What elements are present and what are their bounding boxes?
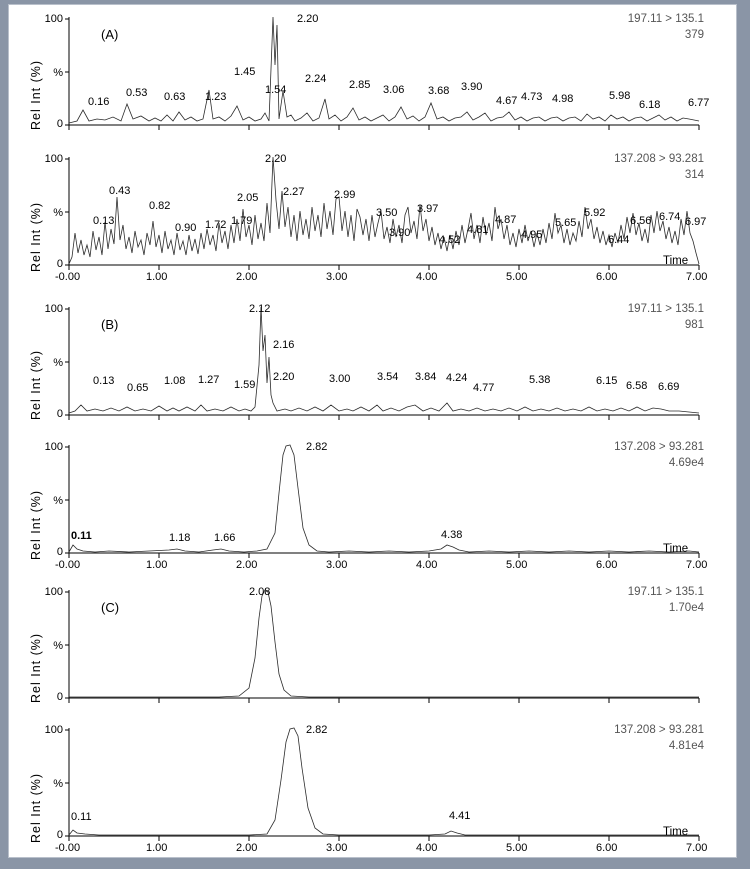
peak-label: 0.11 xyxy=(71,811,92,823)
panel-a1-transition-label: 197.11 > 135.1 xyxy=(627,13,704,25)
panel-b2-ytick-50: % xyxy=(53,495,63,507)
xtick-label: 6.00 xyxy=(596,559,618,571)
peak-label: 4.77 xyxy=(473,382,495,394)
peak-label: 3.50 xyxy=(376,207,398,219)
peak-label: 6.15 xyxy=(596,375,618,387)
time-axis-label: Time xyxy=(663,255,689,267)
panel-a2-ytick-100: 100 xyxy=(44,153,63,165)
panel-a2-y-axis-label: Rel Int (%) xyxy=(29,201,43,272)
peak-label: 4.24 xyxy=(446,372,468,384)
xtick-label: 4.00 xyxy=(416,271,438,283)
panel-b2-trace xyxy=(69,445,699,552)
time-axis-label: Time xyxy=(663,543,689,555)
panel-a1-ytick-0: 0 xyxy=(56,118,63,130)
panel-a2-ytick-50: % xyxy=(53,207,63,219)
panel-b1-intensity-label: 981 xyxy=(684,319,704,331)
group-label-c: (C) xyxy=(101,600,120,615)
peak-label: 6.56 xyxy=(630,215,652,227)
peak-label: 2.27 xyxy=(283,186,305,198)
peak-label: 6.74 xyxy=(659,211,681,223)
xtick-label: 4.00 xyxy=(416,842,438,854)
panel-a1-ytick-50: % xyxy=(53,67,63,79)
peak-label: 2.85 xyxy=(349,79,371,91)
xtick-label: 1.00 xyxy=(146,271,168,283)
peak-label: 1.59 xyxy=(234,379,256,391)
xtick-label: 2.00 xyxy=(236,842,258,854)
panel-c1-y-axis-label: Rel Int (%) xyxy=(29,632,43,703)
peak-label: 2.20 xyxy=(297,13,319,25)
xtick-label: -0.00 xyxy=(55,559,81,571)
panel-c2-ytick-100: 100 xyxy=(44,724,63,736)
peak-label: 2.12 xyxy=(249,303,271,315)
peak-label: 1.54 xyxy=(265,84,287,96)
panel-a2-chromatogram xyxy=(9,145,736,290)
group-label-a: (A) xyxy=(101,27,119,42)
xtick-label: 7.00 xyxy=(686,271,708,283)
xtick-label: 5.00 xyxy=(506,842,528,854)
peak-label: 2.20 xyxy=(273,371,295,383)
peak-label: 0.65 xyxy=(127,382,149,394)
xtick-label: 6.00 xyxy=(596,842,618,854)
peak-label: 6.97 xyxy=(685,216,707,228)
peak-label: 6.69 xyxy=(658,381,680,393)
xtick-label: 7.00 xyxy=(686,559,708,571)
peak-label: 1.08 xyxy=(164,375,186,387)
peak-label: 5.38 xyxy=(529,374,551,386)
peak-label: 1.66 xyxy=(214,532,236,544)
peak-label: 2.08 xyxy=(249,586,271,598)
peak-label: 3.84 xyxy=(415,371,437,383)
xtick-label: 3.00 xyxy=(326,842,348,854)
panel-a1-intensity-label: 379 xyxy=(684,29,704,41)
panel-b2-ytick-0: 0 xyxy=(56,546,63,558)
panel-c2-intensity-label: 4.81e4 xyxy=(668,740,704,752)
panel-b2-intensity-label: 4.69e4 xyxy=(668,457,704,469)
peak-label: 2.05 xyxy=(237,192,259,204)
peak-label: 3.68 xyxy=(428,85,450,97)
panel-b1-ytick-0: 0 xyxy=(56,408,63,420)
peak-label: 2.82 xyxy=(306,441,328,453)
peak-label: 0.53 xyxy=(126,87,148,99)
peak-label: 4.73 xyxy=(521,91,543,103)
figure-canvas xyxy=(8,4,737,858)
peak-label: 3.06 xyxy=(383,84,405,96)
panel-b2-chromatogram xyxy=(9,433,736,578)
panel-b2-y-axis-label: Rel Int (%) xyxy=(29,489,43,560)
peak-label: 2.82 xyxy=(306,724,328,736)
xtick-label: 2.00 xyxy=(236,271,258,283)
peak-label: 0.63 xyxy=(164,91,186,103)
time-axis-label: Time xyxy=(663,826,689,838)
peak-label: 0.11 xyxy=(71,530,92,542)
panel-b1-ytick-100: 100 xyxy=(44,303,63,315)
peak-label: 4.81 xyxy=(467,224,489,236)
panel-c1-transition-label: 197.11 > 135.1 xyxy=(627,586,704,598)
peak-label: 4.87 xyxy=(495,214,517,226)
peak-label: 4.67 xyxy=(496,95,518,107)
peak-label: 1.18 xyxy=(169,532,191,544)
peak-label: 0.90 xyxy=(175,222,197,234)
xtick-label: -0.00 xyxy=(55,271,81,283)
panel-b2-ytick-100: 100 xyxy=(44,441,63,453)
peak-label: 1.72 xyxy=(205,219,227,231)
panel-c1-ytick-50: % xyxy=(53,640,63,652)
panel-b1-ytick-50: % xyxy=(53,357,63,369)
peak-label: 5.65 xyxy=(555,217,577,229)
panel-a2-ytick-0: 0 xyxy=(56,258,63,270)
panel-c2-y-axis-label: Rel Int (%) xyxy=(29,772,43,843)
panel-c1-chromatogram xyxy=(9,578,736,718)
peak-label: 2.99 xyxy=(334,189,356,201)
panel-a1-y-axis-label: Rel Int (%) xyxy=(29,59,43,130)
panel-b2-transition-label: 137.208 > 93.281 xyxy=(614,441,704,453)
peak-label: 2.20 xyxy=(265,153,287,165)
panel-b1-y-axis-label: Rel Int (%) xyxy=(29,349,43,420)
panel-c2-chromatogram xyxy=(9,716,736,861)
peak-label: 1.79 xyxy=(231,215,253,227)
panel-b1-transition-label: 197.11 > 135.1 xyxy=(627,303,704,315)
peak-label: 4.95 xyxy=(521,229,543,241)
xtick-label: 2.00 xyxy=(236,559,258,571)
xtick-label: 1.00 xyxy=(146,842,168,854)
peak-label: 6.77 xyxy=(688,97,710,109)
peak-label: 3.54 xyxy=(377,371,399,383)
panel-a1-ytick-100: 100 xyxy=(44,13,63,25)
panel-c1-trace xyxy=(69,590,699,697)
xtick-label: 1.00 xyxy=(146,559,168,571)
peak-label: 0.43 xyxy=(109,185,131,197)
xtick-label: -0.00 xyxy=(55,842,81,854)
group-label-b: (B) xyxy=(101,317,119,332)
peak-label: 1.45 xyxy=(234,66,256,78)
panel-c1-ytick-100: 100 xyxy=(44,586,63,598)
peak-label: 0.13 xyxy=(93,215,115,227)
peak-label: 0.13 xyxy=(93,375,115,387)
xtick-label: 3.00 xyxy=(326,559,348,571)
panel-a2-transition-label: 137.208 > 93.281 xyxy=(614,153,704,165)
peak-label: 2.24 xyxy=(305,73,327,85)
xtick-label: 4.00 xyxy=(416,559,438,571)
peak-label: 3.97 xyxy=(417,203,439,215)
panel-c2-ytick-50: % xyxy=(53,778,63,790)
panel-b1-trace xyxy=(69,307,699,413)
peak-label: 2.16 xyxy=(273,339,295,351)
peak-label: 4.52 xyxy=(439,234,461,246)
peak-label: 1.27 xyxy=(198,374,220,386)
xtick-label: 6.00 xyxy=(596,271,618,283)
peak-label: 4.98 xyxy=(552,93,574,105)
panel-c1-ytick-0: 0 xyxy=(56,691,63,703)
xtick-label: 5.00 xyxy=(506,559,528,571)
panel-a1-chromatogram xyxy=(9,5,736,145)
panel-c2-trace xyxy=(69,728,699,835)
peak-label: 3.90 xyxy=(461,81,483,93)
peak-label: 6.18 xyxy=(639,99,661,111)
panel-a2-intensity-label: 314 xyxy=(684,169,704,181)
peak-label: 3.00 xyxy=(329,373,351,385)
peak-label: 0.82 xyxy=(149,200,171,212)
xtick-label: 3.00 xyxy=(326,271,348,283)
peak-label: 4.38 xyxy=(441,529,463,541)
peak-label: 0.16 xyxy=(88,96,110,108)
peak-label: 6.44 xyxy=(608,234,630,246)
peak-label: 5.98 xyxy=(609,90,631,102)
peak-label: 1.23 xyxy=(205,91,227,103)
peak-label: 5.92 xyxy=(584,207,606,219)
xtick-label: 5.00 xyxy=(506,271,528,283)
peak-label: 6.58 xyxy=(626,380,648,392)
panel-c2-transition-label: 137.208 > 93.281 xyxy=(614,724,704,736)
peak-label: 3.90 xyxy=(389,227,411,239)
peak-label: 4.41 xyxy=(449,810,471,822)
panel-c1-intensity-label: 1.70e4 xyxy=(668,602,704,614)
panel-a1-trace xyxy=(69,17,699,123)
panel-b1-chromatogram xyxy=(9,295,736,435)
panel-c2-ytick-0: 0 xyxy=(56,829,63,841)
xtick-label: 7.00 xyxy=(686,842,708,854)
